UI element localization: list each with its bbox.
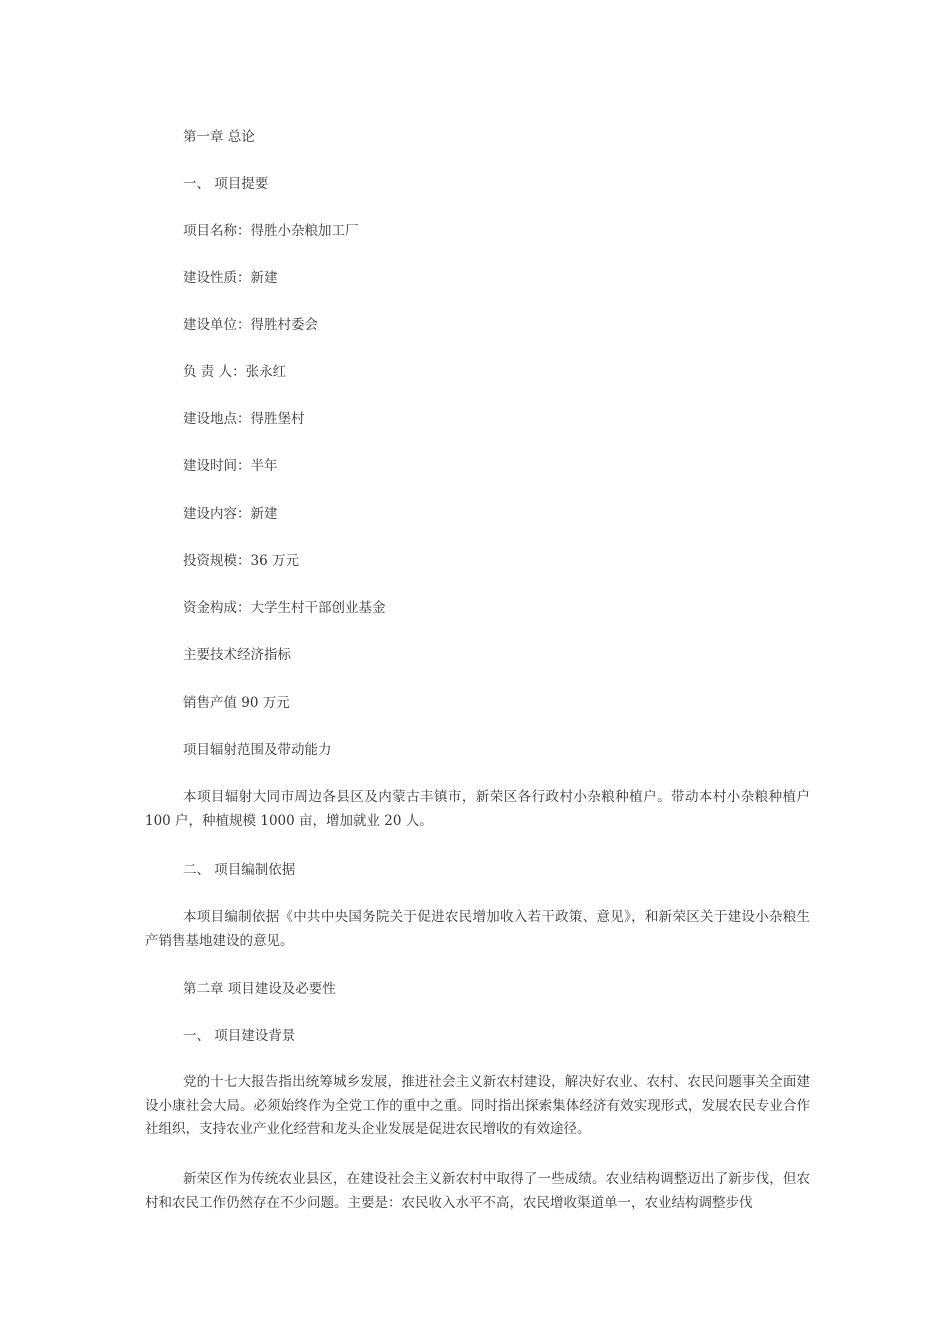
construction-nature-line: 建设性质：新建 [183, 270, 278, 286]
radiation-heading: 项目辐射范围及带动能力 [183, 742, 332, 758]
construction-content-line: 建设内容：新建 [183, 506, 278, 522]
funding-source-line: 资金构成：大学生村干部创业基金 [183, 600, 386, 616]
person-in-charge-line: 负 责 人：张永红 [183, 364, 287, 380]
section-background-heading: 一、 项目建设背景 [183, 1028, 296, 1044]
project-name-line: 项目名称：得胜小杂粮加工厂 [183, 223, 359, 239]
chapter-1-heading: 第一章 总论 [183, 129, 255, 145]
construction-unit-line: 建设单位：得胜村委会 [183, 317, 318, 333]
construction-time-line: 建设时间：半年 [183, 458, 278, 474]
xinrong-paragraph: 新荣区作为传统农业县区，在建设社会主义新农村中取得了一些成绩。农业结构调整迈出了新步伐，但农村和农民工作仍然存在不少问题。主要是：农民收入水平不高，农民增收渠道单一，农业结构调整步伐 [145, 1171, 810, 1211]
chapter-2-heading: 第二章 项目建设及必要性 [183, 981, 336, 997]
construction-location-line: 建设地点：得胜堡村 [183, 411, 305, 427]
basis-paragraph: 本项目编制依据《中共中央国务院关于促进农民增加收入若干政策、意见》，和新荣区关于建设小杂粮生产销售基地建设的意见。 [145, 909, 810, 949]
sales-value-line: 销售产值 90 万元 [183, 695, 290, 711]
key-indicators-heading: 主要技术经济指标 [183, 647, 291, 663]
radiation-paragraph: 本项目辐射大同市周边各县区及内蒙古丰镇市，新荣区各行政村小杂粮种植户。带动本村小杂粮种植户 100 户，种植规模 1000 亩，增加就业 20 人。 [145, 789, 810, 829]
investment-scale-line: 投资规模：36 万元 [183, 553, 299, 569]
section-project-summary-heading: 一、 项目提要 [183, 176, 269, 192]
party-report-paragraph: 党的十七大报告指出统筹城乡发展，推进社会主义新农村建设，解决好农业、农村、农民问题事关全面建设小康社会大局。必须始终作为全党工作的重中之重。同时指出探索集体经济有效实现形式，发展农民专业合作社组织，支持农业产业化经营和龙头企业发展是促进农民增收的有效途径。 [145, 1074, 810, 1137]
section-basis-heading: 二、 项目编制依据 [183, 862, 296, 878]
